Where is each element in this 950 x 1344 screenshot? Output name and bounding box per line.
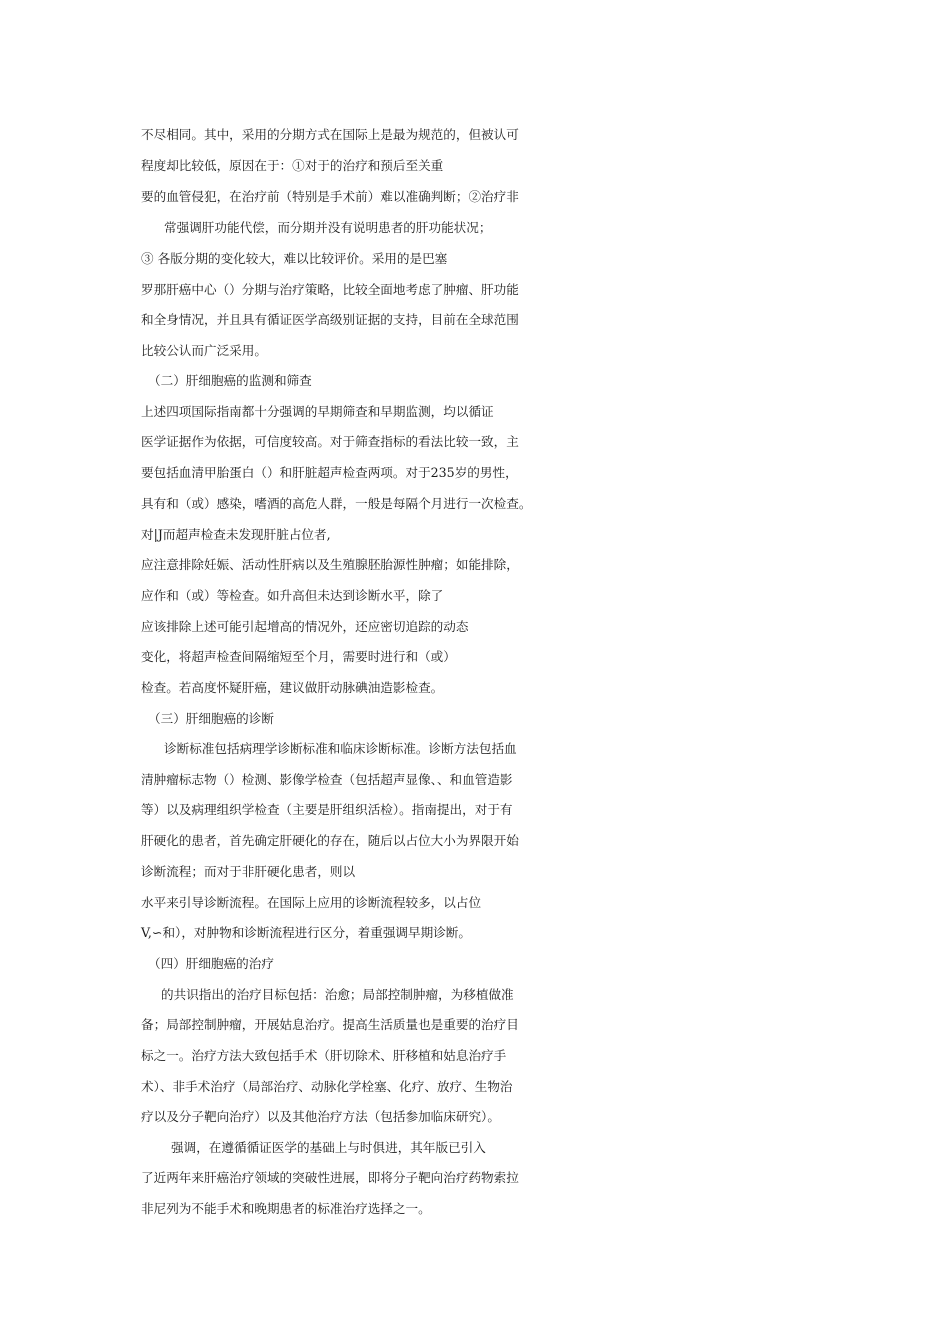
text-line: 对|J而超声检查未发现肝脏占位者,	[141, 527, 331, 542]
text-line: 强调，在遵循循证医学的基础上与时俱进，其年版已引入	[171, 1140, 486, 1155]
text-line: 上述四项国际指南都十分强调的早期筛查和早期监测，均以循证	[141, 404, 494, 419]
text-line: 清肿瘤标志物（）检测、影像学检查（包括超声显像、、和血管造影	[141, 772, 513, 787]
section-heading: （二）肝细胞癌的监测和筛查	[148, 373, 312, 388]
text-line: 术）、非手术治疗（局部治疗、动脉化学栓塞、化疗、放疗、生物治	[141, 1079, 513, 1094]
text-line: 具有和（或）感染，嗜酒的高危人群，一般是每隔个月进行一次检查。	[141, 496, 532, 511]
text-line: 应作和（或）等检查。如升高但未达到诊断水平，除了	[141, 588, 444, 603]
text-line: 应注意排除妊娠、活动性肝病以及生殖腺胚胎源性肿瘤；如能排除，	[141, 557, 519, 572]
text-line: 要包括血清甲胎蛋白（）和肝脏超声检查两项。对于235岁的男性，	[141, 465, 518, 480]
text-line: 的共识指出的治疗目标包括：治愈；局部控制肿瘤，为移植做准	[161, 987, 514, 1002]
text-line: 诊断标准包括病理学诊断标准和临床诊断标准。诊断方法包括血	[164, 741, 517, 756]
text-line: 要的血管侵犯，在治疗前（特别是手术前）难以准确判断；②治疗非	[141, 189, 519, 204]
text-line: 常强调肝功能代偿，而分期并没有说明患者的肝功能状况；	[164, 220, 492, 235]
text-line: 疗以及分子靶向治疗）以及其他治疗方法（包括参加临床研究）。	[141, 1109, 500, 1124]
text-line: 肝硬化的患者，首先确定肝硬化的存在，随后以占位大小为界限开始	[141, 833, 519, 848]
text-line: ③ 各版分期的变化较大，难以比较评价。采用的是巴塞	[141, 251, 448, 266]
text-line: 备；局部控制肿瘤，开展姑息治疗。提高生活质量也是重要的治疗目	[141, 1017, 519, 1032]
text-line: 比较公认而广泛采用。	[141, 343, 267, 358]
section-heading: （三）肝细胞癌的诊断	[148, 711, 274, 726]
text-line: V,∽和），对肿物和诊断流程进行区分，着重强调早期诊断。	[141, 925, 471, 940]
text-line: 等）以及病理组织学检查（主要是肝组织活检）。指南提出，对于有	[141, 802, 513, 817]
text-line: 水平来引导诊断流程。在国际上应用的诊断流程较多，以占位	[141, 895, 482, 910]
text-line: 医学证据作为依据，可信度较高。对于筛查指标的看法比较一致，主	[141, 434, 519, 449]
text-line: 应该排除上述可能引起增高的情况外，还应密切追踪的动态	[141, 619, 469, 634]
text-line: 不尽相同。其中，采用的分期方式在国际上是最为规范的，但被认可	[141, 127, 519, 142]
text-line: 检查。若高度怀疑肝癌，建议做肝动脉碘油造影检查。	[141, 680, 444, 695]
text-line: 变化，将超声检查间隔缩短至个月，需要时进行和（或）	[141, 649, 456, 664]
text-line: 标之一。治疗方法大致包括手术（肝切除术、肝移植和姑息治疗手	[141, 1048, 507, 1063]
text-line: 诊断流程；而对于非肝硬化患者，则以	[141, 864, 356, 879]
text-line: 罗那肝癌中心（）分期与治疗策略，比较全面地考虑了肿瘤、肝功能	[141, 282, 519, 297]
text-line: 了近两年来肝癌治疗领域的突破性进展，即将分子靶向治疗药物索拉	[141, 1170, 519, 1185]
section-heading: （四）肝细胞癌的治疗	[148, 956, 274, 971]
text-line: 和全身情况，并且具有循证医学高级别证据的支持，目前在全球范围	[141, 312, 519, 327]
text-line: 非尼列为不能手术和晚期患者的标准治疗选择之一。	[141, 1201, 431, 1216]
text-line: 程度却比较低，原因在于：①对于的治疗和预后至关重	[141, 158, 444, 173]
